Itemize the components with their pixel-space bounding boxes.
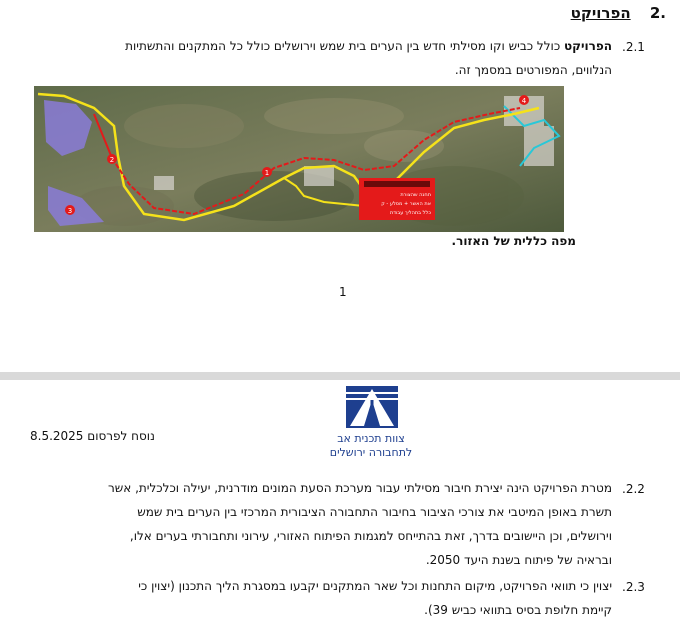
marker-label: 2 xyxy=(109,156,115,164)
paragraph-line: וירושלים, וכן היישובים בדרך, זאת בהתייחס למגמות הפיתוח האזורי, עירוני ותחבורתי בערים אלו, xyxy=(129,529,612,543)
paragraph-number: .2.2 xyxy=(622,482,645,496)
map-marker xyxy=(107,154,117,164)
paragraph-2-3 xyxy=(12,574,612,622)
document-page-2 xyxy=(0,380,680,630)
marker-label: 3 xyxy=(67,207,73,215)
paragraph-line: קיימת חלופת בסיס בתוואי כביש 39). xyxy=(424,603,612,617)
marker-label: 1 xyxy=(264,169,270,177)
paragraph-line: תשרת באופן המיטבי את צורכי הציבור בחיבור התחבורה הציבורית המרכזי בין הערים בית שמש xyxy=(137,505,612,519)
paragraph-line: הנלווים, המפורטים במסמך זה. xyxy=(454,63,612,77)
paragraph-line: ובראיה של פיתוח בשנת היעד 2050. xyxy=(425,553,612,567)
paragraph-number: .2.3 xyxy=(622,580,645,594)
paragraph-line: יצוין כי תוואי הפרויקט, מיקום התחנות וכל שאר המתקנים יקבעו במסגרת הליך התכנון (יצוין כי xyxy=(138,579,612,593)
page-separator xyxy=(0,372,680,380)
paragraph-text: כולל כביש וקו מסילתי חדש בין הערים בית שמש וירושלים כולל כל המתקנים והתשתיות xyxy=(125,39,564,53)
road-perspective-logo xyxy=(346,386,398,428)
publication-version: נוסח לפרסום 8.5.2025 xyxy=(30,429,155,443)
map-label-line: את האשר + מסלע - ק xyxy=(381,201,431,207)
page-number: 1 xyxy=(339,285,347,299)
map-caption: מפה כללית של האזור. xyxy=(451,234,576,248)
map-label-line: כלל בתהליך עבודת xyxy=(390,210,431,216)
section-heading xyxy=(571,4,666,22)
map-label-line: תחנה שהצורת xyxy=(400,192,431,198)
paragraph-line xyxy=(22,34,612,58)
paragraph-2-1 xyxy=(22,34,612,82)
marker-label: 4 xyxy=(521,97,527,105)
org-line: צוות תכנית אב xyxy=(337,432,405,445)
map-marker xyxy=(519,95,529,105)
map-marker xyxy=(262,167,272,177)
redacted-line xyxy=(364,181,430,187)
org-line: לתחבורה ירושלים xyxy=(329,446,413,459)
region-map-image xyxy=(34,86,564,232)
map-graphic xyxy=(34,86,564,232)
paragraph-2-2 xyxy=(12,476,612,572)
section-number: .2 xyxy=(649,4,666,22)
paragraph-number: .2.1 xyxy=(622,40,645,54)
paragraph-line: מטרת הפרויקט הינה יצירת חיבור מסילתי עבור מערכת הסעת המונים מודרנית, יעילה וכלכלית, אשר xyxy=(107,481,612,495)
org-name xyxy=(316,432,426,460)
bold-term: הפרויקט xyxy=(564,39,612,53)
section-title: הפרויקט xyxy=(570,4,631,22)
map-marker xyxy=(65,205,75,215)
